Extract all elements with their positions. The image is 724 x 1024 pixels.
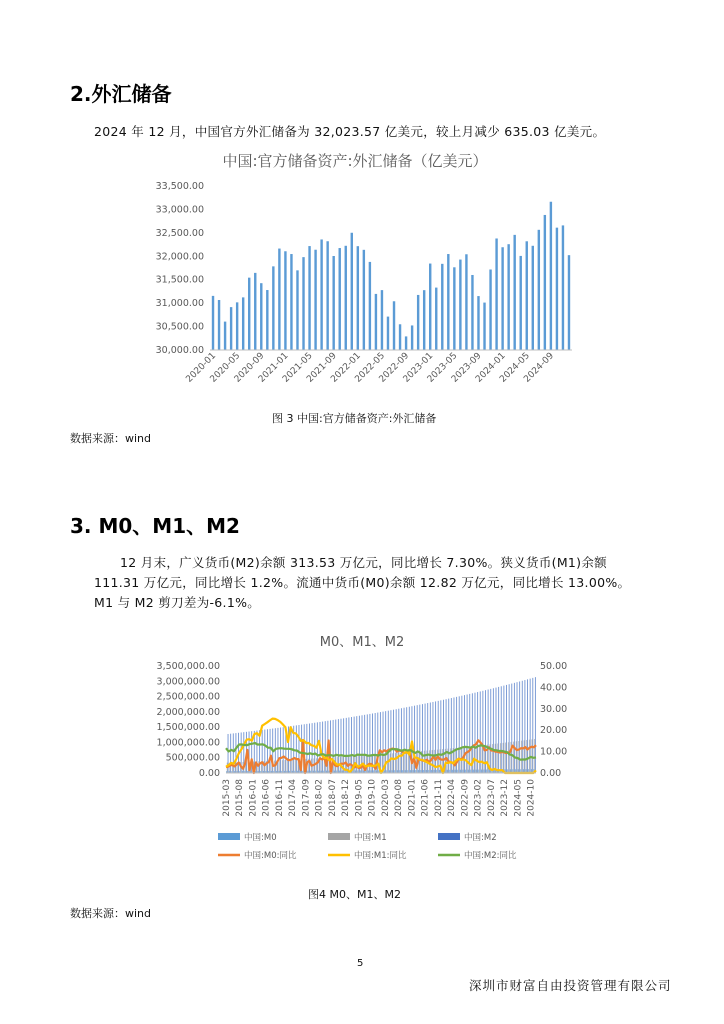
fx-x-tick-label: 2024-09 [522, 351, 557, 385]
money-bar [471, 746, 472, 773]
money-bar [390, 754, 391, 773]
money-bar [517, 682, 518, 773]
fx-bar [556, 228, 558, 350]
money-data-source: 数据来源：wind [70, 907, 152, 920]
money-x-tick-label: 2016-11 [274, 779, 285, 817]
fx-x-tick-label: 2022-05 [353, 351, 388, 385]
money-bar [514, 683, 515, 773]
money-bar [390, 710, 391, 773]
money-bar [432, 702, 433, 773]
fx-bar [471, 275, 473, 350]
money-x-tick-label: 2021-11 [433, 779, 444, 817]
money-bar [511, 684, 512, 773]
fx-bar [387, 317, 389, 350]
fx-bar [284, 251, 286, 350]
money-x-tick-label: 2020-08 [394, 779, 405, 817]
money-bar [387, 754, 388, 773]
fx-bar [230, 307, 232, 350]
money-bar [488, 690, 489, 773]
money-bar [432, 750, 433, 773]
money-x-tick-label: 2015-08 [235, 779, 246, 817]
money-left-y-tick-label: 1,500,000.00 [156, 722, 220, 734]
fx-x-axis [184, 351, 556, 385]
fx-chart-title: 中国:官方储备资产:外汇储备（亿美元） [222, 152, 488, 170]
fx-bar [526, 241, 528, 350]
money-bar [521, 741, 522, 773]
fx-bar [459, 260, 461, 350]
money-x-tick-label: 2016-01 [248, 779, 259, 817]
fx-y-axis [156, 181, 204, 356]
fx-x-tick-label: 2022-09 [377, 351, 412, 385]
money-bar [396, 709, 397, 773]
money-bar [264, 730, 265, 773]
money-bar [262, 730, 263, 773]
money-bar [422, 704, 423, 773]
fx-x-tick-label: 2024-01 [474, 351, 508, 385]
fx-bar [290, 254, 292, 350]
fx-x-tick-label: 2020-05 [208, 351, 243, 385]
fx-bar [453, 267, 455, 350]
fx-bar [568, 255, 570, 350]
money-bar [393, 710, 394, 773]
money-bar [505, 743, 506, 773]
money-bar [489, 769, 490, 773]
money-x-tick-label: 2021-01 [407, 779, 418, 817]
fx-bar [248, 278, 250, 350]
fx-bar [272, 266, 274, 350]
money-bar [498, 687, 499, 773]
money-x-tick-label: 2021-06 [420, 779, 431, 817]
money-bar [526, 740, 527, 773]
money-bar [374, 755, 375, 773]
money-bar [398, 709, 399, 773]
money-bar [440, 700, 441, 773]
fx-bar [332, 256, 334, 350]
money-bar [484, 770, 485, 773]
money-x-tick-label: 2017-09 [301, 779, 312, 817]
fx-bar [483, 303, 485, 350]
fx-bar [375, 294, 377, 350]
fx-bar [411, 325, 413, 350]
money-bar [366, 755, 367, 773]
fx-bar [296, 270, 298, 350]
fx-y-tick-label: 33,000.00 [155, 204, 204, 216]
fx-bar [465, 254, 467, 350]
fx-bar [242, 297, 244, 350]
money-bar [405, 752, 406, 773]
fx-y-tick-label: 32,000.00 [155, 251, 204, 263]
money-x-tick-label: 2018-12 [341, 779, 352, 817]
money-x-tick-label: 2020-03 [380, 779, 391, 817]
fx-bar [399, 324, 401, 350]
money-bar [518, 741, 519, 773]
money-bar [497, 743, 498, 773]
money-bar [359, 716, 360, 773]
fx-bar [495, 238, 497, 350]
money-bar [404, 708, 405, 773]
money-right-y-tick-label: 40.00 [540, 682, 568, 694]
money-bar [478, 770, 479, 773]
fx-reserves-chart [130, 146, 600, 408]
money-legend [218, 832, 517, 861]
fx-x-tick-label: 2024-05 [498, 351, 532, 385]
money-left-y-tick-label: 2,500,000.00 [156, 691, 220, 703]
money-bar [267, 729, 268, 773]
fx-bar [369, 262, 371, 350]
money-bar [524, 740, 525, 773]
money-bar [508, 742, 509, 773]
money-right-y-tick-label: 30.00 [540, 703, 568, 715]
money-bar [469, 694, 470, 773]
money-legend-label: 中国:M1:同比 [354, 851, 407, 861]
money-bar [503, 743, 504, 773]
fx-bar [562, 225, 564, 350]
money-bar [437, 750, 438, 773]
money-bar [479, 745, 480, 773]
fx-bar [532, 246, 534, 350]
money-legend-swatch [438, 833, 460, 840]
fx-x-tick-label: 2022-01 [329, 351, 363, 385]
money-right-y-tick-label: 20.00 [540, 725, 568, 737]
money-bar [277, 728, 278, 773]
fx-bar [302, 257, 304, 350]
money-left-y-tick-label: 1,000,000.00 [156, 737, 220, 749]
fx-reserves-paragraph: 2024 年 12 月，中国官方外汇储备为 32,023.57 亿美元，较上月减少 635.03 亿美元。 [94, 124, 606, 139]
fx-bar [417, 295, 419, 350]
fx-y-tick-label: 30,500.00 [155, 321, 204, 333]
money-x-tick-label: 2018-02 [314, 779, 325, 817]
money-bar [283, 727, 284, 773]
money-legend-label: 中国:M2 [464, 833, 497, 843]
money-bar [406, 707, 407, 773]
money-bar [322, 722, 323, 773]
fx-x-tick-label: 2021-05 [281, 351, 315, 385]
money-x-tick-label: 2023-02 [473, 779, 484, 817]
money-bar [395, 753, 396, 773]
fx-bar [393, 301, 395, 350]
section-heading-money-supply: 3. M0、M1、M2 [70, 514, 240, 538]
money-x-tick-label: 2022-04 [447, 779, 458, 817]
money-bar [485, 690, 486, 773]
money-x-tick-label: 2019-10 [367, 779, 378, 817]
money-bar [434, 750, 435, 773]
money-chart-caption: 图4 M0、M1、M2 [308, 888, 401, 901]
fx-bar [314, 250, 316, 350]
money-right-y-tick-label: 50.00 [540, 661, 568, 672]
money-right-y-axis [540, 661, 567, 779]
section-heading-fx-reserves: 2.外汇储备 [70, 82, 172, 106]
money-bar [461, 696, 462, 773]
fx-bar [320, 239, 322, 350]
money-bar [473, 770, 474, 773]
money-bar [383, 712, 384, 773]
company-footer: 深圳市财富自由投资管理有限公司 [469, 978, 672, 993]
fx-x-tick-label: 2023-05 [425, 351, 460, 385]
fx-bar [477, 296, 479, 350]
fx-bar [405, 336, 407, 350]
fx-bar [520, 256, 522, 350]
money-legend-label: 中国:M0:同比 [244, 851, 297, 861]
fx-bar [435, 288, 437, 350]
money-x-tick-label: 2023-07 [486, 779, 497, 817]
fx-bar [381, 290, 383, 350]
money-x-tick-label: 2015-03 [222, 779, 232, 817]
fx-chart-caption: 图 3 中国:官方储备资产:外汇储备 [272, 412, 437, 425]
money-legend-label: 中国:M1 [354, 833, 387, 843]
money-bar [419, 705, 420, 773]
money-legend-label: 中国:M2:同比 [464, 851, 517, 861]
money-supply-chart [140, 626, 580, 874]
money-bar [309, 723, 310, 773]
money-bar [503, 686, 504, 773]
fx-x-tick-label: 2023-01 [401, 351, 436, 385]
money-bar [509, 684, 510, 773]
money-x-axis [222, 779, 537, 817]
money-bar [490, 689, 491, 773]
fx-y-tick-label: 33,500.00 [155, 181, 204, 192]
money-bar [438, 701, 439, 773]
money-bar [506, 685, 507, 773]
fx-bar [212, 296, 214, 350]
fx-bar [501, 247, 503, 350]
money-left-y-tick-label: 0.00 [198, 768, 220, 779]
money-bar [443, 700, 444, 773]
fx-bars [212, 202, 570, 350]
money-bar [270, 729, 271, 773]
money-right-y-tick-label: 0.00 [540, 768, 562, 779]
fx-bar [489, 269, 491, 350]
fx-y-tick-label: 31,000.00 [155, 298, 204, 310]
fx-bar [326, 241, 328, 350]
fx-bar [363, 250, 365, 350]
fx-x-tick-label: 2023-09 [449, 351, 484, 385]
money-bar [476, 770, 477, 773]
money-x-tick-label: 2024-10 [526, 779, 537, 817]
money-chart-title: M0、M1、M2 [319, 635, 405, 650]
fx-bar [429, 264, 431, 350]
money-bar [280, 728, 281, 773]
money-bar [464, 695, 465, 773]
fx-bar [308, 246, 310, 350]
money-bar [380, 712, 381, 773]
money-bar [482, 691, 483, 773]
fx-x-tick-label: 2020-01 [184, 351, 219, 385]
money-x-tick-label: 2019-05 [354, 779, 365, 817]
money-left-y-tick-label: 3,500,000.00 [156, 661, 220, 672]
money-bar [530, 679, 531, 773]
money-paragraph-line-3: M1 与 M2 剪刀差为-6.1%。 [94, 595, 261, 610]
fx-bar [447, 254, 449, 350]
money-x-tick-label: 2018-07 [327, 779, 338, 817]
money-bar [256, 731, 257, 773]
money-bar [435, 701, 436, 773]
fx-bar [423, 290, 425, 350]
fx-bar [339, 248, 341, 350]
money-x-tick-label: 2017-04 [288, 779, 299, 817]
money-bar [493, 688, 494, 773]
fx-x-tick-label: 2021-01 [256, 351, 291, 385]
money-x-tick-label: 2016-06 [261, 779, 272, 817]
fx-bar [513, 235, 515, 350]
money-paragraph-line-2: 111.31 万亿元，同比增长 1.2%。流通中货币(M0)余额 12.82 万亿元，同比增长 13.00%。 [94, 575, 631, 590]
fx-bar [260, 283, 262, 350]
money-bar [230, 734, 231, 773]
money-left-y-tick-label: 3,000,000.00 [156, 676, 220, 688]
fx-bar [236, 302, 238, 350]
money-bar [500, 743, 501, 773]
money-bar [392, 753, 393, 773]
money-bar [481, 770, 482, 773]
money-x-tick-label: 2024-05 [513, 779, 524, 817]
fx-bar [345, 246, 347, 350]
money-bar [409, 707, 410, 773]
fx-bar [266, 290, 268, 350]
fx-bar [538, 230, 540, 350]
money-x-tick-label: 2022-09 [460, 779, 471, 817]
money-bar [486, 770, 487, 773]
fx-bar [544, 215, 546, 350]
fx-bar [218, 300, 220, 350]
money-bar [459, 696, 460, 773]
money-bar [534, 739, 535, 773]
money-right-y-tick-label: 10.00 [540, 746, 568, 758]
page-number: 5 [357, 958, 364, 969]
money-legend-swatch [218, 833, 240, 840]
money-left-y-axis [157, 661, 220, 779]
money-bar [480, 691, 481, 773]
fx-bar [351, 233, 353, 350]
money-bar [388, 711, 389, 773]
money-bar [358, 756, 359, 773]
money-legend-label: 中国:M0 [244, 833, 277, 843]
money-left-y-tick-label: 500,000.00 [165, 752, 220, 764]
fx-y-tick-label: 30,000.00 [155, 345, 204, 356]
money-x-tick-label: 2023-12 [500, 779, 511, 817]
fx-bar [224, 322, 226, 350]
fx-bar [357, 246, 359, 350]
money-paragraph-line-1: 12 月末，广义货币(M2)余额 313.53 万亿元，同比增长 7.30%。狭义货币(M1)余额 [120, 555, 607, 570]
fx-bar [550, 202, 552, 350]
fx-bar [254, 273, 256, 350]
money-left-y-tick-label: 2,000,000.00 [156, 706, 220, 718]
fx-x-tick-label: 2020-09 [232, 351, 267, 385]
fx-x-tick-label: 2021-09 [305, 351, 339, 385]
money-bar [501, 686, 502, 773]
fx-data-source: 数据来源：wind [70, 432, 152, 445]
fx-bar [278, 249, 280, 350]
money-bar [482, 745, 483, 773]
money-bar [401, 708, 402, 773]
fx-bar [441, 264, 443, 350]
fx-y-tick-label: 32,500.00 [155, 227, 204, 239]
money-bar [440, 749, 441, 773]
money-legend-swatch [328, 833, 350, 840]
money-bar [235, 733, 236, 773]
money-bar [470, 770, 471, 773]
fx-y-tick-label: 31,500.00 [155, 274, 204, 286]
money-bar [496, 688, 497, 773]
fx-bar [507, 244, 509, 350]
